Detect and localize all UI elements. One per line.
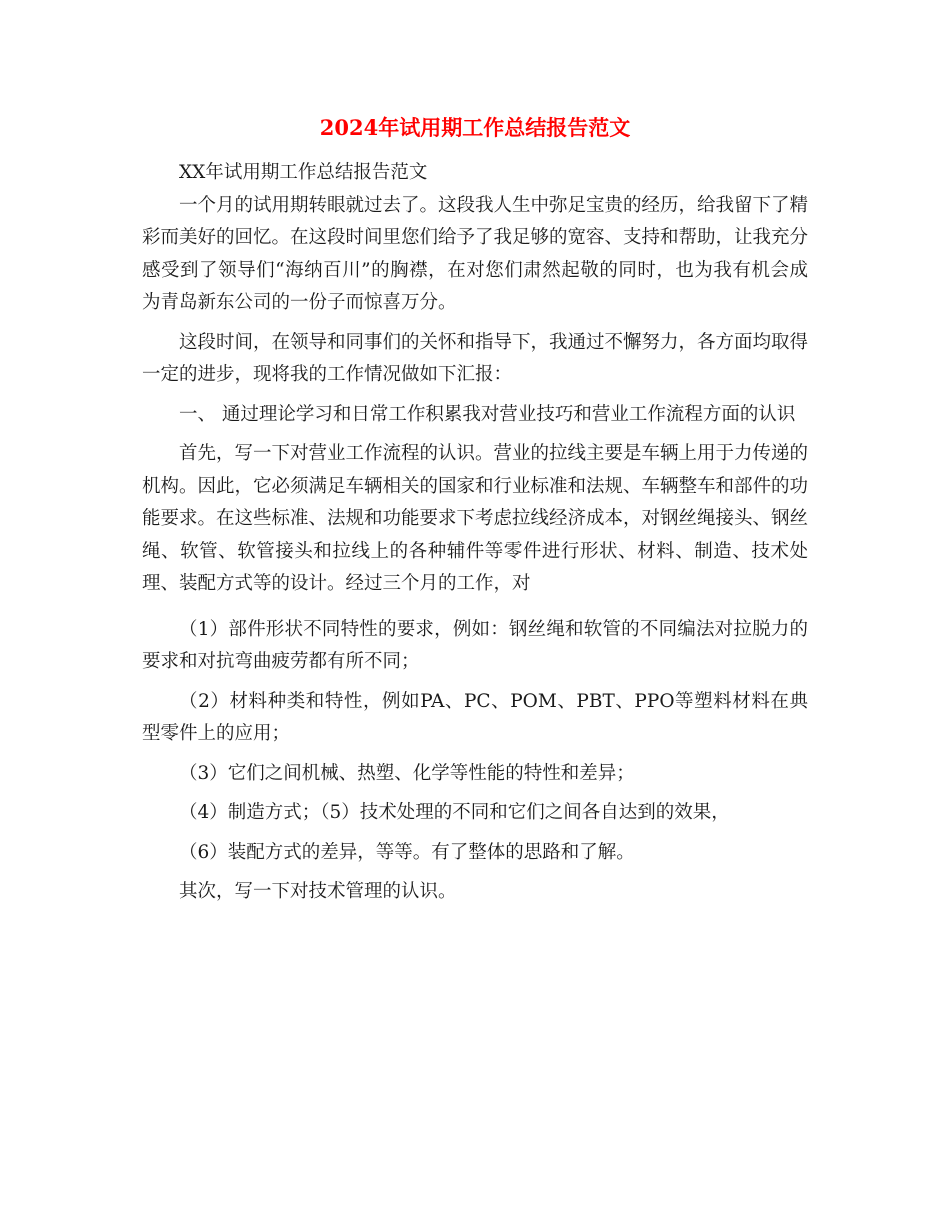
subtitle-paragraph: XX年试用期工作总结报告范文 bbox=[179, 162, 428, 183]
list-item-2: （2）材料种类和特性，例如PA、PC、POM、PBT、PPO等塑料材料在典型零件上的应用； bbox=[142, 690, 808, 744]
list-item-1: （1）部件形状不同特性的要求，例如：钢丝绳和软管的不同编法对拉脱力的要求和对抗弯曲疲劳都有所不同； bbox=[142, 618, 808, 672]
list-item-6: （6）装配方式的差异，等等。有了整体的思路和了解。 bbox=[179, 841, 635, 863]
list-item-4-5: （4）制造方式；（5）技术处理的不同和它们之间各自达到的效果， bbox=[179, 802, 730, 823]
paragraph-workflow: 首先，写一下对营业工作流程的认识。营业的拉线主要是车辆上用于力传递的机构。因此，它必须满足车辆相关的国家和行业标准和法规、车辆整车和部件的功能要求。在这些标准、法规和功能要求下考虑拉线经济成本，对钢丝绳接头、钢丝绳、软管、软管接头和拉线上的各种辅件等零件进行形状、材料、制造、技术处理、装配方式等的设计。经过三个月的工作，对 bbox=[142, 443, 809, 594]
list-item-3: （3）它们之间机械、热塑、化学等性能的特性和差异； bbox=[179, 762, 635, 784]
paragraph-progress: 这段时间，在领导和同事们的关怀和指导下，我通过不懈努力，各方面均取得一定的进步，现将我的工作情况做如下汇报： bbox=[142, 331, 809, 385]
section-heading-1: 一、 通过理论学习和日常工作积累我对营业技巧和营业工作流程方面的认识 bbox=[179, 403, 796, 425]
document-body bbox=[142, 157, 808, 916]
document-title: 2024年试用期工作总结报告范文 bbox=[319, 115, 631, 140]
paragraph-intro: 一个月的试用期转眼就过去了。这段我人生中弥足宝贵的经历，给我留下了精彩而美好的回忆。在这段时间里您们给予了我足够的宽容、支持和帮助，让我充分感受到了领导们“海纳百川”的胸襟，在对您们肃然起敬的同时，也为我有机会成为青岛新东公司的一份子而惊喜万分。 bbox=[142, 194, 809, 313]
paragraph-tech-management: 其次，写一下对技术管理的认识。 bbox=[179, 881, 457, 902]
